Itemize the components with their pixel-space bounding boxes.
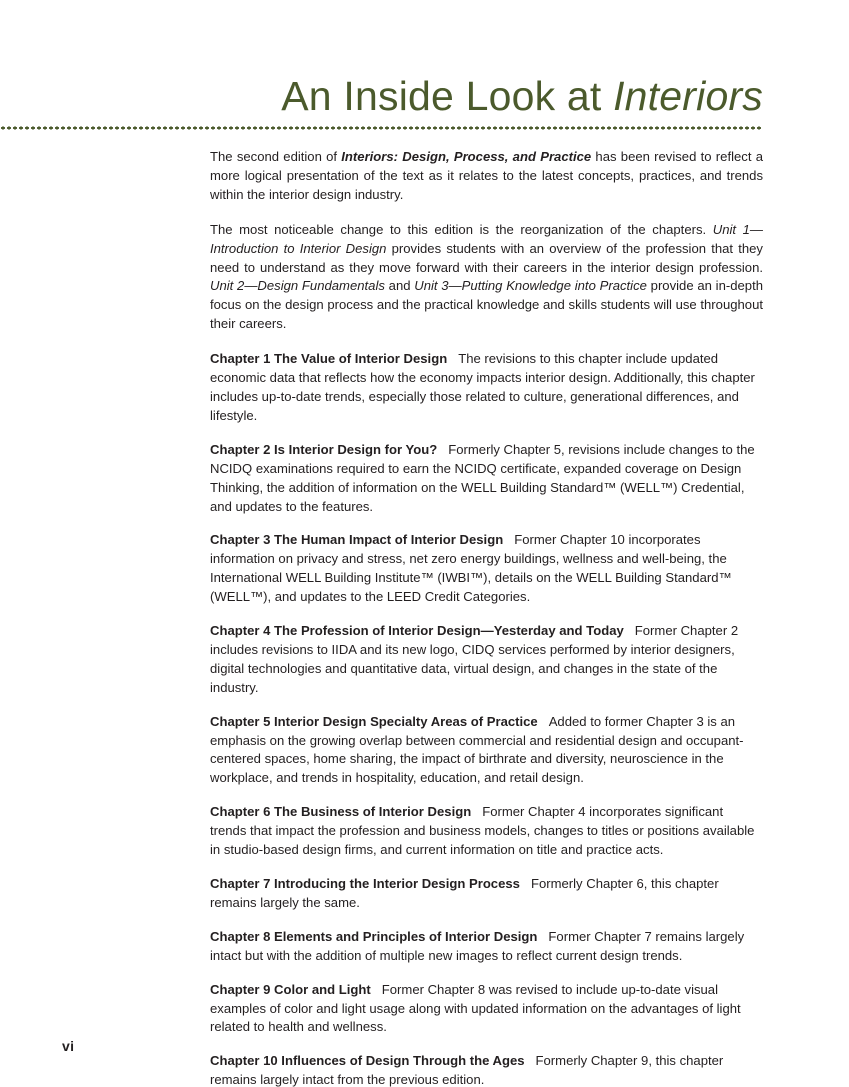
chapter-label: Chapter 3 The Human Impact of Interior Design [210,532,504,548]
intro-paragraph-2-seg-3: and [384,278,415,294]
unit-2-emphasis: Unit 2—Design Fundamentals [210,278,385,294]
intro-paragraph-2-seg-2: provides students with an overview of the profession that they need to understand as they move forward with their careers in the interior design profession. [210,240,763,275]
chapter-entry [210,622,763,698]
chapter-body: Formerly Chapter 6, this chapter remains largely the same. [210,876,719,910]
chapter-entry [210,981,763,1038]
intro-paragraph-2 [210,221,763,334]
chapter-entry [210,713,763,789]
chapter-body: Formerly Chapter 9, this chapter remains largely intact from the previous edition. [210,1053,724,1087]
chapter-label: Chapter 10 Influences of Design Through the Ages [210,1053,525,1069]
chapter-entry [210,1052,763,1087]
chapter-entry [210,803,763,860]
intro-paragraph-1-lead: The second edition of [210,149,342,164]
chapter-body: The revisions to this chapter include updated economic data that reflects how the economy impacts interior design. Additionally, this chapter includes up-to-date trends, especially those related to culture, generational differences, and lifestyle. [210,351,755,423]
dotted-rule-divider [0,126,763,130]
chapter-entry [210,531,763,607]
unit-3-emphasis: Unit 3—Putting Knowledge into Practice [414,278,647,294]
chapter-body: Former Chapter 8 was revised to include up-to-date visual examples of color and light usage along with updated information on the advantages of light related to health and wellness. [210,981,741,1035]
page-number: vi [62,1038,75,1054]
intro-paragraph-1-tail: has been revised to reflect a more logical presentation of the text as it relates to the latest concepts, practices, and trends within the interior design industry. [210,149,763,202]
page-title [210,72,763,120]
book-title-emphasis: Interiors: Design, Process, and Practice [341,149,592,164]
chapter-entry [210,928,763,966]
intro-paragraph-2-seg-4: provide an in-depth focus on the design process and the practical knowledge and skills students will use throughout their careers. [210,278,763,332]
page-content [210,148,763,1087]
intro-paragraph-2-seg-1: The most noticeable change to this edition is the reorganization of the chapters. [210,221,713,237]
unit-1-emphasis: Unit 1—Introduction to Interior Design [210,221,763,256]
chapter-body: Former Chapter 10 incorporates information on privacy and stress, net zero energy buildings, wellness and well-being, the International WELL Building Institute™ (IWBI™), details on the WELL Building Standard™ (WELL™), and updates to the LEED Credit Categories. [210,532,732,605]
chapter-label: Chapter 4 The Profession of Interior Design—Yesterday and Today [210,623,624,639]
chapter-body: Former Chapter 7 remains largely intact but with the addition of multiple new images to reflect current design trends. [210,928,745,963]
chapter-body: Former Chapter 4 incorporates significant trends that impact the profession and business models, changes to titles or positions available in studio-based design firms, and current information on title and practice acts. [210,804,755,858]
chapter-label: Chapter 7 Introducing the Interior Design Process [210,876,520,891]
intro-paragraph-1 [210,148,763,205]
chapter-label: Chapter 6 The Business of Interior Design [210,804,472,820]
chapter-entry [210,441,763,517]
chapter-body: Former Chapter 2 includes revisions to IIDA and its new logo, CIDQ services performed by interior designers, digital technologies and quantitative data, virtual design, and changes in the state of the industry. [210,623,739,695]
chapter-label: Chapter 8 Elements and Principles of Interior Design [210,928,538,944]
chapter-label: Chapter 5 Interior Design Specialty Areas of Practice [210,713,538,729]
chapter-label: Chapter 9 Color and Light [210,981,371,997]
page-title-italic: Interiors [613,73,763,119]
chapter-label: Chapter 2 Is Interior Design for You? [210,441,438,457]
chapter-body: Formerly Chapter 5, revisions include changes to the NCIDQ examinations required to earn the NCIDQ certificate, expanded coverage on Design Thinking, the addition of information on the WELL Building Standard™ (WELL™) Credential, and updates to the features. [210,441,755,514]
page-title-heading [210,72,763,120]
page-title-roman: An Inside Look at [281,73,614,119]
chapter-entry [210,350,763,426]
chapter-entry [210,875,763,913]
chapter-label: Chapter 1 The Value of Interior Design [210,351,448,367]
chapter-body: Added to former Chapter 3 is an emphasis on the growing overlap between commercial and residential design and occupant-centered spaces, home sharing, the impact of birthrate and diversity, neuroscience in the workplace, and trends in hospitality, education, and retail design. [210,713,744,786]
